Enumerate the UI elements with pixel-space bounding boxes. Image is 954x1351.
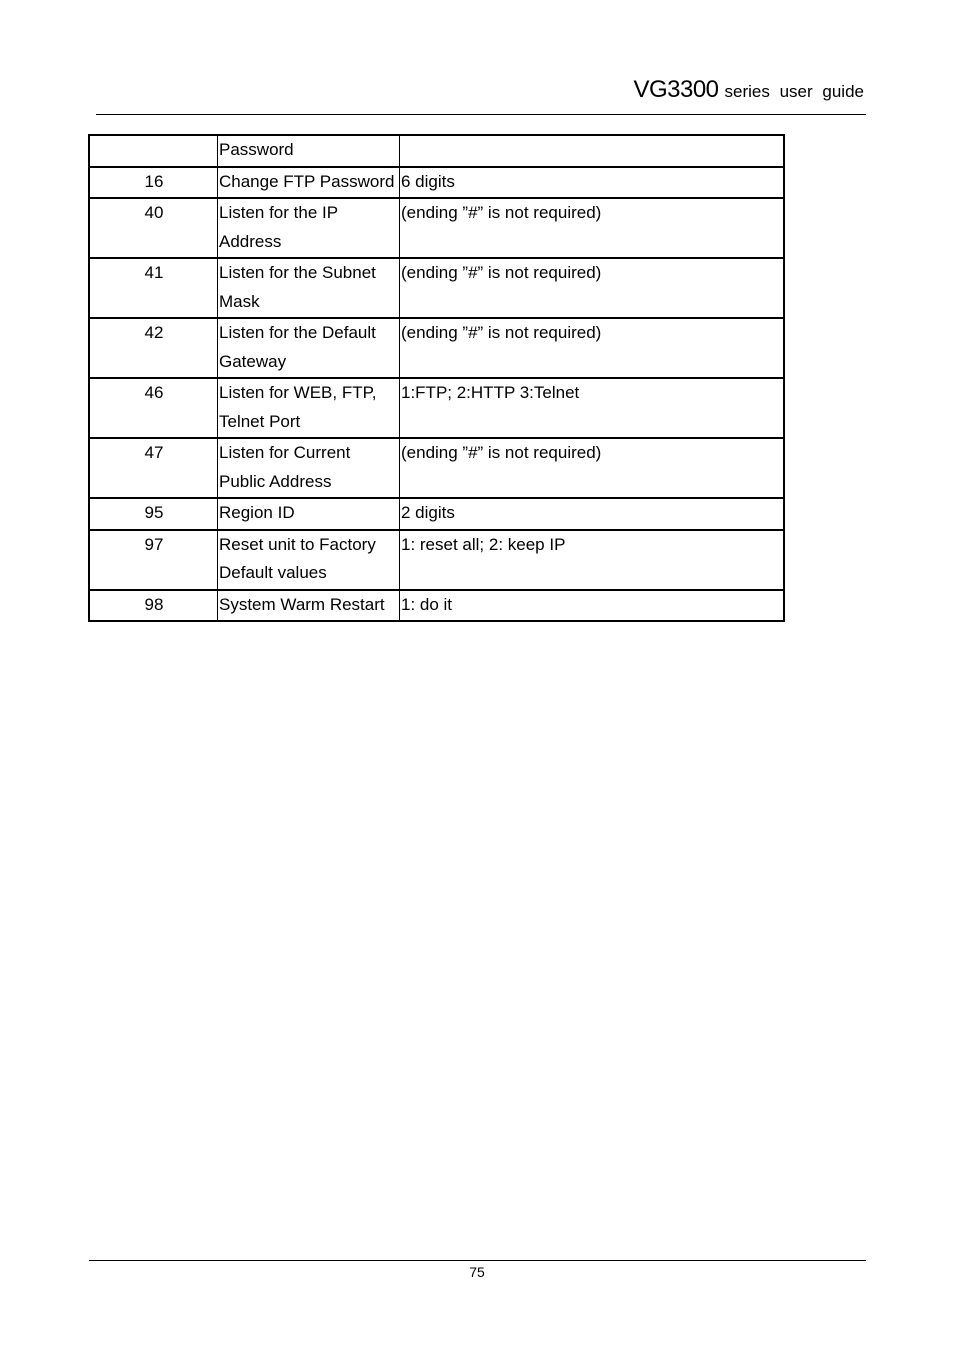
table-row [89,318,784,378]
code-cell: 98 [89,590,218,622]
table-row [89,530,784,590]
description-cell: (ending ”#” is not required) [400,318,785,378]
function-cell: Password [218,135,400,167]
footer-divider [89,1260,866,1261]
description-cell: 1:FTP; 2:HTTP 3:Telnet [400,378,785,438]
table-row [89,258,784,318]
table-row [89,590,784,622]
description-cell [400,135,785,167]
function-cell: Listen for the Subnet Mask [218,258,400,318]
description-cell: 1: do it [400,590,785,622]
code-cell: 16 [89,167,218,199]
function-cell: Reset unit to Factory Default values [218,530,400,590]
page-number: 75 [469,1264,485,1280]
header-model: VG3300 [633,76,719,103]
function-cell: Listen for WEB, FTP, Telnet Port [218,378,400,438]
description-cell: (ending ”#” is not required) [400,438,785,498]
header-subtitle: series user guide [724,82,864,101]
code-cell: 95 [89,498,218,530]
page-header [96,70,866,115]
code-cell: 41 [89,258,218,318]
code-cell: 42 [89,318,218,378]
function-cell: System Warm Restart [218,590,400,622]
table-row [89,167,784,199]
code-cell: 47 [89,438,218,498]
function-cell: Listen for the IP Address [218,198,400,258]
header-title [633,76,864,104]
description-cell: 1: reset all; 2: keep IP [400,530,785,590]
code-cell [89,135,218,167]
description-cell: (ending ”#” is not required) [400,198,785,258]
table-row [89,438,784,498]
description-cell: 2 digits [400,498,785,530]
description-cell: 6 digits [400,167,785,199]
function-cell: Change FTP Password [218,167,400,199]
function-cell: Region ID [218,498,400,530]
code-cell: 46 [89,378,218,438]
command-table [88,134,785,622]
function-cell: Listen for the Default Gateway [218,318,400,378]
table-row [89,498,784,530]
table-row [89,378,784,438]
code-cell: 40 [89,198,218,258]
function-cell: Listen for Current Public Address [218,438,400,498]
code-cell: 97 [89,530,218,590]
table-row [89,135,784,167]
table-row [89,198,784,258]
description-cell: (ending ”#” is not required) [400,258,785,318]
